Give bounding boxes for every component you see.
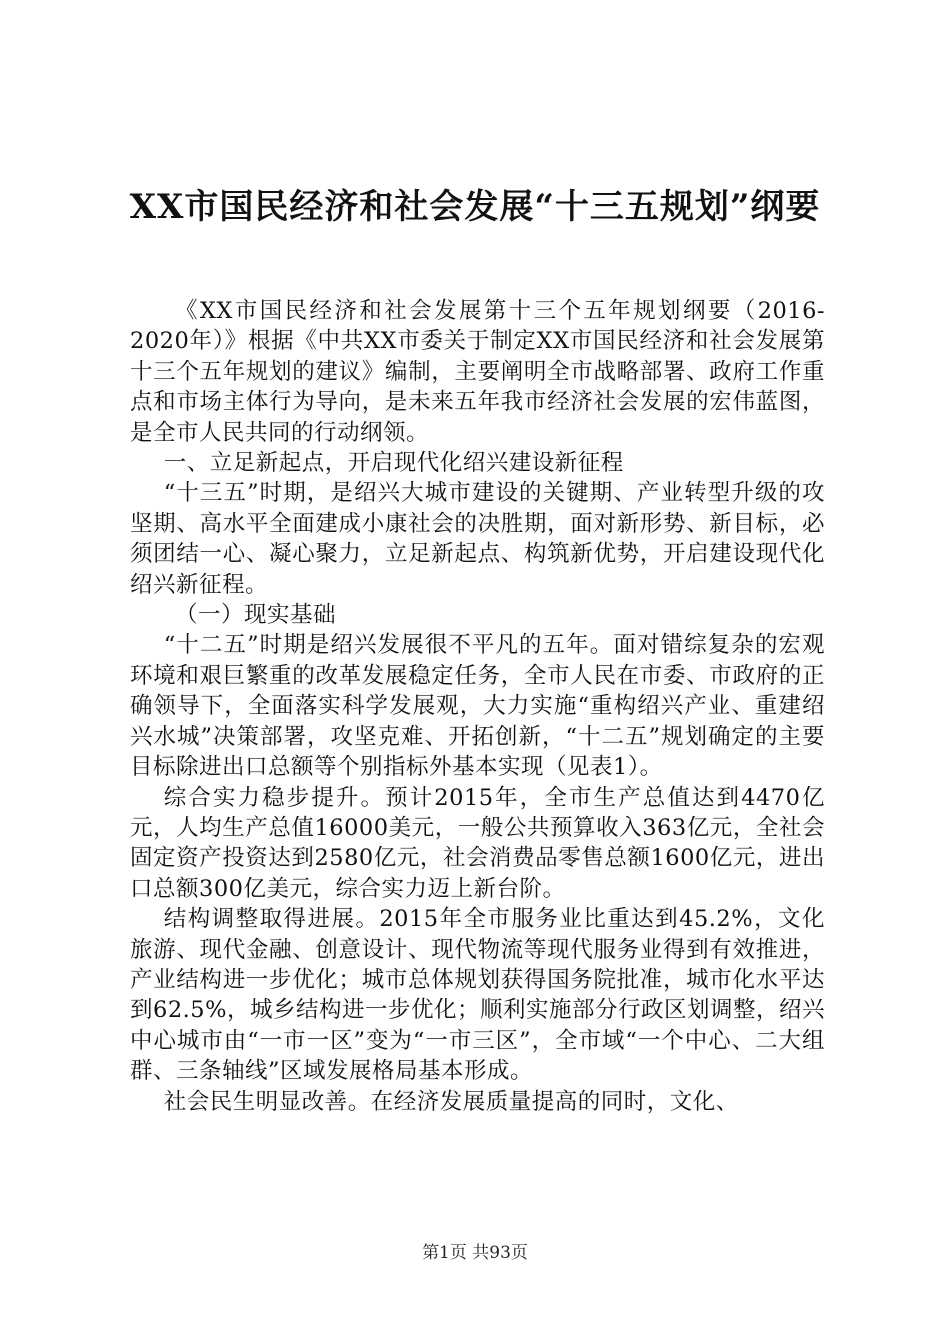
section-heading-1: 一、立足新起点，开启现代化绍兴建设新征程 [163, 450, 624, 477]
paragraph-overall-strength: 综合实力稳步提升。预计2015年，全市生产总值达到4470亿元，人均生产总值16000美元，一般公共预算收入363亿元，全社会固定资产投资达到2580亿元，社会消费品零售总额1600亿元，进出口总额300亿美元，综合实力迈上新台阶。 [130, 784, 825, 902]
paragraph-twelfth-plan: “十二五”时期是绍兴发展很不平凡的五年。面对错综复杂的宏观环境和艰巨繁重的改革发展稳定任务，全市人民在市委、市政府的正确领导下，全面落实科学发展观，大力实施“重构绍兴产业、重建绍兴水城”决策部署，攻坚克难、开拓创新，“十二五”规划确定的主要目标除进出口总额等个别指标外基本实现（见表1）。 [130, 632, 825, 781]
document-body [130, 296, 825, 1117]
paragraph-intro: 《XX市国民经济和社会发展第十三个五年规划纲要（2016-2020年）》根据《中共XX市委关于制定XX市国民经济和社会发展第十三个五年规划的建议》编制，主要阐明全市战略部署、政府工作重点和市场主体行为导向，是未来五年我市经济社会发展的宏伟蓝图，是全市人民共同的行动纲领。 [130, 298, 825, 446]
paragraph-section-1: “十三五”时期，是绍兴大城市建设的关键期、产业转型升级的攻坚期、高水平全面建成小康社会的决胜期，面对新形势、新目标，必须团结一心、凝心聚力，立足新起点、构筑新优势，开启建设现代化绍兴新征程。 [130, 480, 825, 598]
paragraph-social-livelihood: 社会民生明显改善。在经济发展质量提高的同时，文化、 [163, 1088, 739, 1115]
page-number-footer: 第1页 共93页 [422, 1243, 528, 1263]
paragraph-structure-adjustment: 结构调整取得进展。2015年全市服务业比重达到45.2%，文化旅游、现代金融、创意设计、现代物流等现代服务业得到有效推进，产业结构进一步优化；城市总体规划获得国务院批准，城市化水平达到62.5%，城乡结构进一步优化；顺利实施部分行政区划调整，绍兴中心城市由“一市一区”变为“一市三区”，全市域“一个中心、二大组群、三条轴线”区域发展格局基本形成。 [130, 906, 825, 1085]
document-title: XX市国民经济和社会发展“十三五规划”纲要 [129, 187, 821, 227]
subsection-heading-1: （一）现实基础 [175, 602, 337, 629]
